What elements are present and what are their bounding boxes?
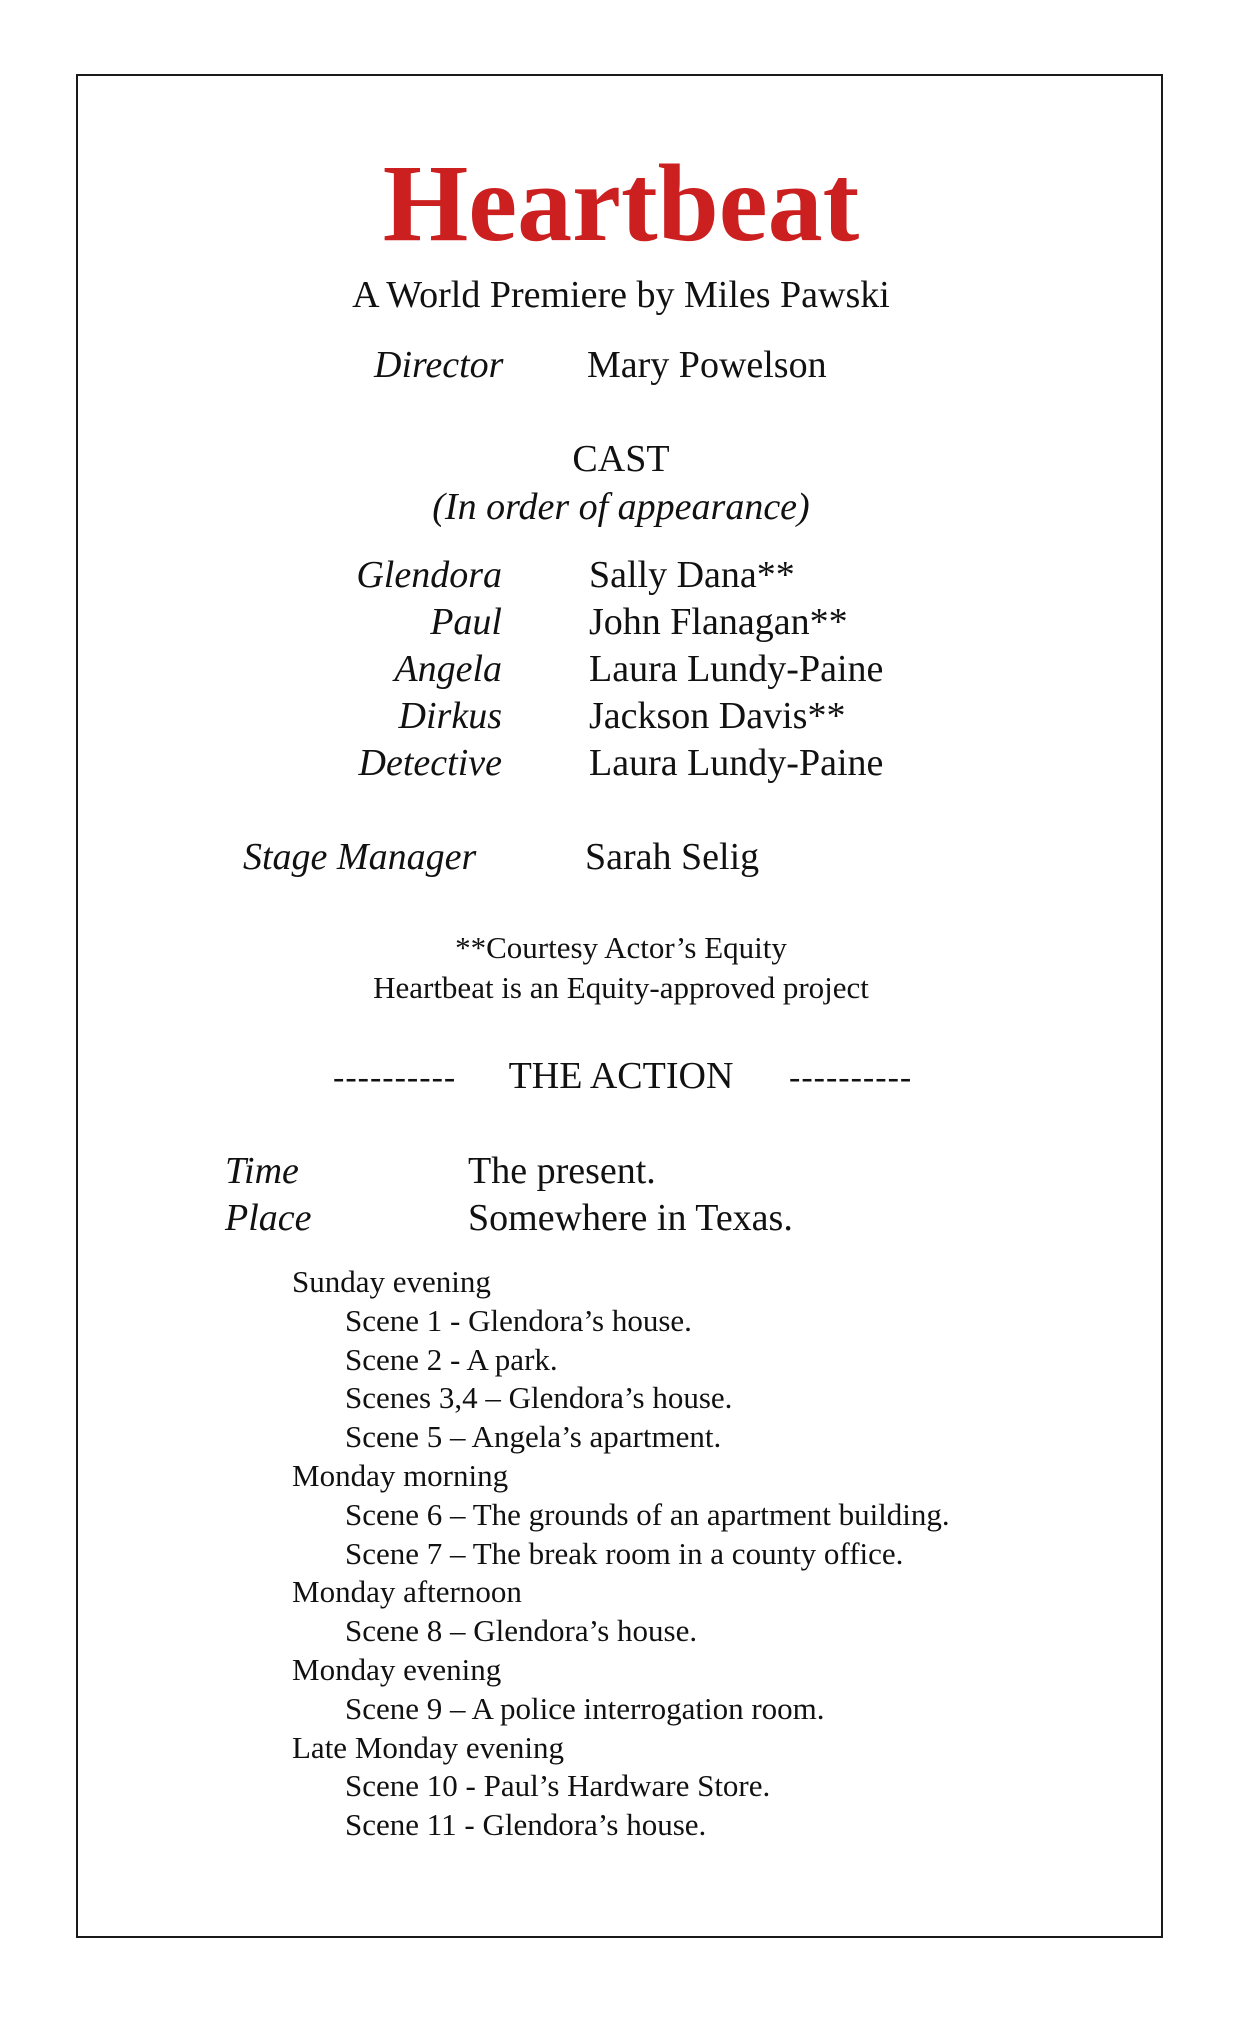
- cast-actor: Sally Dana**: [589, 554, 795, 596]
- cast-actor: John Flanagan**: [589, 601, 848, 643]
- scene-item: Scene 6 – The grounds of an apartment building.: [345, 1496, 950, 1532]
- cast-role: Angela: [394, 648, 502, 690]
- cast-row: [0, 740, 1242, 787]
- director-role: Director: [374, 344, 504, 386]
- schedule-day: Monday morning: [292, 1457, 509, 1493]
- scene-item: Scene 5 – Angela’s apartment.: [345, 1419, 722, 1455]
- cast-row: [0, 552, 1242, 599]
- cast-order-note: (In order of appearance): [432, 486, 810, 528]
- cast-role: Glendora: [356, 554, 502, 596]
- schedule-day: Sunday evening: [292, 1264, 491, 1299]
- cast-row: [0, 599, 1242, 646]
- time-value: The present.: [468, 1150, 656, 1192]
- scene-item: Scene 9 – A police interrogation room.: [345, 1690, 825, 1726]
- play-title: Heartbeat: [382, 142, 860, 264]
- stage-manager-role: Stage Manager: [243, 836, 477, 878]
- scene-schedule: [292, 1263, 950, 1845]
- schedule-day: Monday evening: [292, 1651, 502, 1687]
- scene-item: Scene 1 - Glendora’s house.: [345, 1302, 692, 1338]
- time-label: Time: [225, 1150, 299, 1192]
- schedule-day: Late Monday evening: [292, 1729, 565, 1765]
- action-divider-left: ----------: [333, 1059, 457, 1096]
- cast-role: Dirkus: [398, 695, 502, 737]
- cast-list: [0, 552, 1242, 787]
- cast-row: [0, 693, 1242, 740]
- director-name: Mary Powelson: [587, 344, 827, 386]
- cast-role: Paul: [430, 601, 502, 643]
- schedule-day: Monday afternoon: [292, 1574, 522, 1610]
- equity-courtesy-note: **Courtesy Actor’s Equity: [455, 930, 787, 965]
- scene-item: Scene 7 – The break room in a county office.: [345, 1535, 904, 1571]
- stage-manager-name: Sarah Selig: [585, 836, 760, 878]
- action-divider-right: ----------: [789, 1059, 913, 1096]
- cast-row: [0, 646, 1242, 693]
- place-value: Somewhere in Texas.: [468, 1197, 793, 1239]
- scene-item: Scene 2 - A park.: [345, 1341, 558, 1377]
- scene-item: Scenes 3,4 – Glendora’s house.: [345, 1380, 733, 1416]
- scene-item: Scene 8 – Glendora’s house.: [345, 1613, 698, 1649]
- cast-actor: Laura Lundy-Paine: [589, 648, 884, 690]
- scene-item: Scene 10 - Paul’s Hardware Store.: [345, 1768, 771, 1804]
- cast-heading: CAST: [572, 438, 670, 480]
- action-heading: THE ACTION: [508, 1055, 734, 1097]
- scene-item: Scene 11 - Glendora’s house.: [345, 1807, 707, 1843]
- play-subtitle: A World Premiere by Miles Pawski: [352, 274, 890, 316]
- place-label: Place: [225, 1197, 312, 1239]
- cast-role: Detective: [358, 742, 502, 784]
- cast-actor: Laura Lundy-Paine: [589, 742, 884, 784]
- equity-approval-note: Heartbeat is an Equity-approved project: [373, 970, 869, 1005]
- cast-actor: Jackson Davis**: [589, 695, 846, 737]
